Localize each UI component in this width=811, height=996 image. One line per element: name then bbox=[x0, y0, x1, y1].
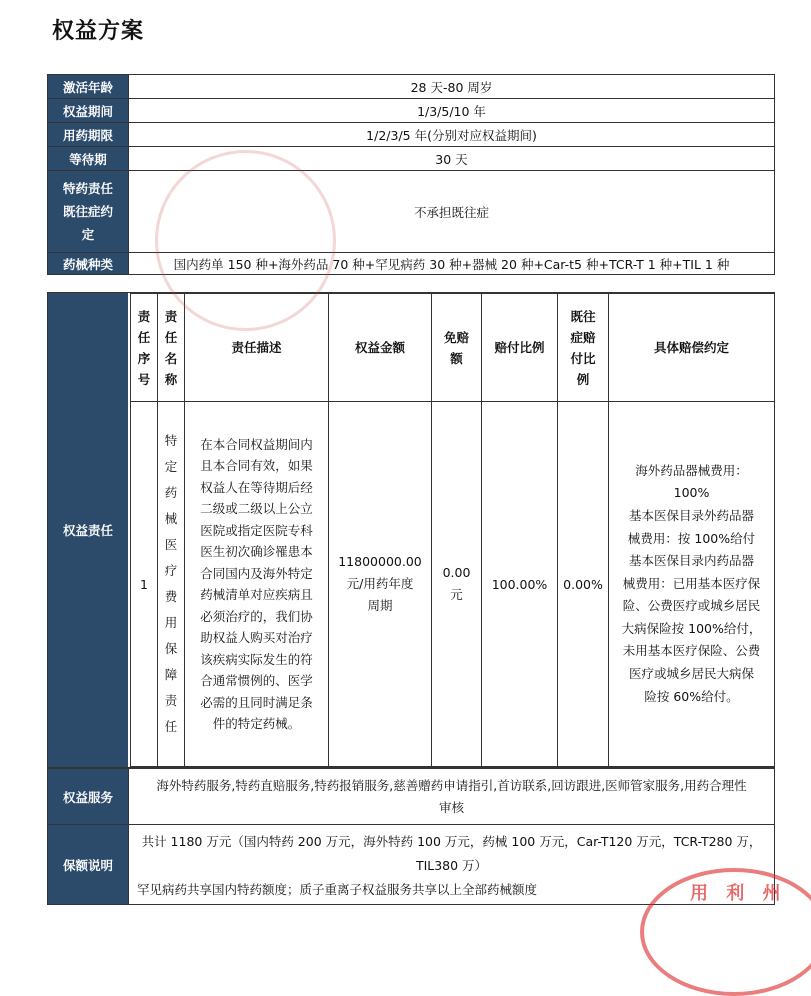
preexisting-label-line: 特药责任 bbox=[62, 181, 113, 196]
services-label: 权益服务 bbox=[48, 769, 129, 825]
responsibility-label: 权益责任 bbox=[48, 293, 128, 767]
coverage-label: 保额说明 bbox=[48, 825, 129, 905]
cell-ratio: 100.00% bbox=[482, 402, 558, 767]
header-amount: 权益金额 bbox=[329, 294, 432, 402]
cell-detail: 海外药品器械费用： 100% 基本医保目录外药品器 械费用：按 100%给付 基本医保目录内药品器 械费用：已用基本医疗保 险、公费医疗或城乡居民 大病保险按 100%给付， 未用基本医疗保险、公费 医疗或城乡居民大病保 险按 60%给付。 bbox=[609, 402, 775, 767]
drug-types-value: 国内药单 150 种+海外药品 70 种+罕见病药 30 种+器械 20 种+Car-t5 种+TCR-T 1 种+TIL 1 种 bbox=[129, 253, 775, 275]
responsibility-table bbox=[130, 293, 775, 767]
services-value: 海外特药服务,特药直赔服务,特药报销服务,慈善赠药申请指引,首访联系,回访跟进,医师管家服务,用药合理性 审核 bbox=[129, 769, 775, 825]
row-activation-age bbox=[48, 75, 775, 99]
benefit-period-value: 1/3/5/10 年 bbox=[129, 99, 775, 123]
row-waiting-period bbox=[48, 147, 775, 171]
row-preexisting bbox=[48, 171, 775, 253]
header-ratio: 赔付比例 bbox=[482, 294, 558, 402]
header-name: 责 任 名 称 bbox=[158, 294, 185, 402]
page-title: 权益方案 bbox=[52, 19, 145, 44]
row-benefit-period bbox=[48, 99, 775, 123]
row-drug-period bbox=[48, 123, 775, 147]
coverage-note: 罕见病药共享国内特药额度；质子重离子权益服务共享以上全部药械额度 bbox=[137, 881, 538, 897]
cell-description: 在本合同权益期间内 且本合同有效，如果 权益人在等待期后经 二级或二级以上公立 医院或指定医院专科 医生初次确诊罹患本 合同国内及海外特定 药械清单对应疾病且 必须治疗的，我们协 助权益人购买对治疗 该疾病实际发生的符 合通常惯例的、医学 必需的且同时满足条 件的特定药械。 bbox=[185, 402, 329, 767]
drug-types-label: 药械种类 bbox=[48, 253, 129, 275]
drug-period-value: 1/2/3/5 年(分别对应权益期间) bbox=[129, 123, 775, 147]
header-deductible: 免赔 额 bbox=[432, 294, 482, 402]
cell-deductible: 0.00 元 bbox=[432, 402, 482, 767]
drug-period-label: 用药期限 bbox=[48, 123, 129, 147]
header-preexisting-ratio: 既往 症赔 付比 例 bbox=[558, 294, 609, 402]
cell-name: 特 定 药 械 医 疗 费 用 保 障 责 任 bbox=[158, 402, 185, 767]
row-services bbox=[48, 769, 775, 825]
cell-amount: 11800000.00 元/用药年度 周期 bbox=[329, 402, 432, 767]
responsibility-block bbox=[47, 292, 775, 768]
coverage-value: 共计 1180 万元（国内特药 200 万元，海外特药 100 万元，药械 100 万元，Car-T120 万元，TCR-T280 万， TIL380 万） 罕见病药共享国内特药额度；质子重离子权益服务共享以上全部药械额度 bbox=[129, 825, 775, 905]
preexisting-label-line: 既往症约 bbox=[62, 204, 113, 219]
cell-preexisting-ratio: 0.00% bbox=[558, 402, 609, 767]
info-table bbox=[47, 74, 775, 275]
preexisting-label bbox=[48, 171, 129, 253]
responsibility-data-row bbox=[131, 402, 775, 767]
responsibility-header-row bbox=[131, 294, 775, 402]
benefit-period-label: 权益期间 bbox=[48, 99, 129, 123]
header-description: 责任描述 bbox=[185, 294, 329, 402]
header-detail: 具体赔偿约定 bbox=[609, 294, 775, 402]
preexisting-value: 不承担既往症 bbox=[129, 171, 775, 253]
header-seq: 责 任 序 号 bbox=[131, 294, 158, 402]
activation-age-label: 激活年龄 bbox=[48, 75, 129, 99]
red-seal-stamp-text: 用 利 州 bbox=[690, 883, 787, 904]
preexisting-label-line: 定 bbox=[81, 227, 95, 242]
row-drug-types bbox=[48, 253, 775, 275]
waiting-period-label: 等待期 bbox=[48, 147, 129, 171]
activation-age-value: 28 天-80 周岁 bbox=[129, 75, 775, 99]
services-table bbox=[47, 768, 775, 905]
cell-seq: 1 bbox=[131, 402, 158, 767]
waiting-period-value: 30 天 bbox=[129, 147, 775, 171]
row-coverage bbox=[48, 825, 775, 905]
